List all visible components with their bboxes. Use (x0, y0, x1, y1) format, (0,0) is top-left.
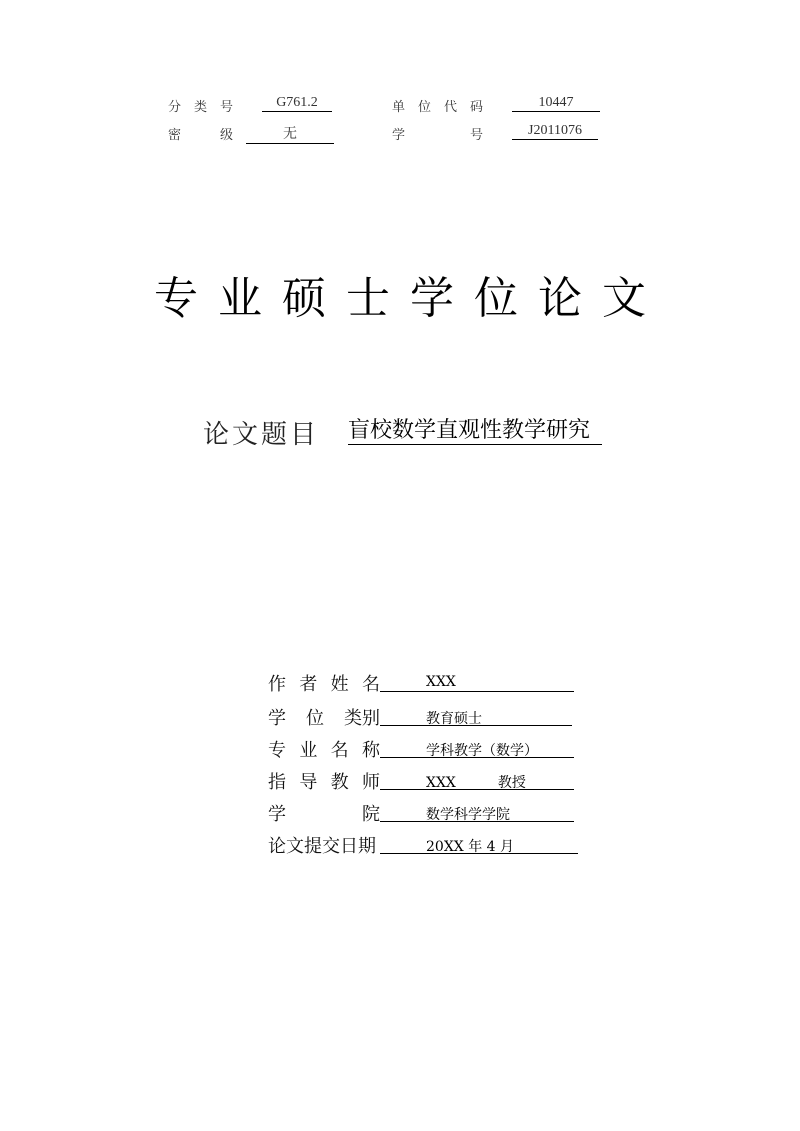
unit-code-label-text: 单 位 代 码 (392, 100, 484, 115)
student-number-label-text: 学 号 (392, 128, 484, 143)
thesis-type-title: 专业硕士学位论文 (154, 273, 666, 324)
secret-level-label (168, 124, 233, 143)
major-value: 学科教学（数学） (380, 740, 574, 758)
submit-date-label: 论文提交日期 (268, 836, 376, 857)
degree-type-label: 学 位 类别 (268, 708, 380, 729)
degree-type-value: 教育硕士 (380, 708, 572, 726)
student-number-value: J2011076 (512, 123, 598, 140)
school-value: 数学科学学院 (380, 804, 574, 822)
submit-date-value: 20XX 年 4 月 (380, 836, 578, 854)
student-number-label (392, 124, 483, 143)
secret-level-label-text: 密 级 (168, 128, 234, 143)
unit-code-label (392, 96, 483, 115)
school-label: 学 院 (268, 804, 380, 825)
major-label: 专 业 名 称 (268, 740, 380, 761)
author-value: XXX (380, 674, 574, 692)
advisor-label: 指 导 教 师 (268, 772, 380, 793)
topic-title: 盲校数学直观性教学研究 (348, 418, 602, 445)
topic-label: 论文题目 (203, 420, 320, 450)
class-number-label (168, 96, 233, 115)
advisor-value: XXX 教授 (380, 772, 574, 790)
unit-code-value: 10447 (512, 95, 600, 112)
class-number-label-text: 分 类 号 (168, 100, 234, 115)
author-label: 作 者 姓 名 (268, 674, 380, 695)
secret-level-value: 无 (246, 123, 334, 144)
class-number-value: G761.2 (262, 95, 332, 112)
